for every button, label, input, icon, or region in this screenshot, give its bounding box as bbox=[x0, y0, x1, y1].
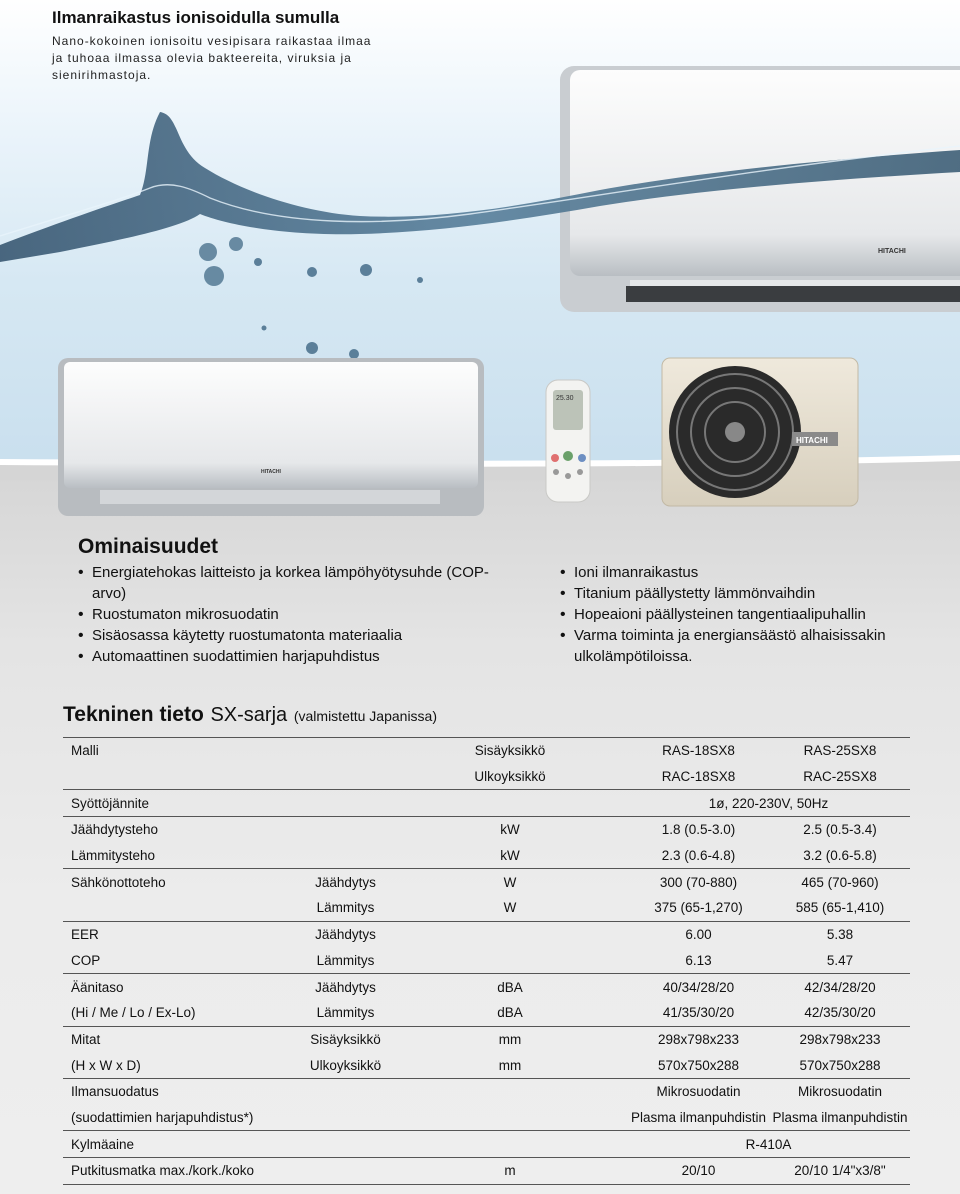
spec-cell-c1 bbox=[298, 817, 393, 843]
spec-cell-unit: dBA bbox=[393, 974, 627, 1000]
spec-cell-c1 bbox=[298, 764, 393, 790]
spec-row bbox=[63, 869, 910, 895]
svg-text:HITACHI: HITACHI bbox=[878, 248, 906, 255]
spec-cell-c1: Ulkoyksikkö bbox=[309, 1057, 382, 1073]
spec-cell-unit: kW bbox=[500, 848, 520, 864]
spec-cell-c4: Mikrosuodatin bbox=[770, 1078, 910, 1104]
tech-title-main: Tekninen tieto bbox=[63, 703, 204, 726]
features-list-right bbox=[560, 562, 960, 667]
spec-row bbox=[63, 1158, 910, 1185]
spec-row bbox=[63, 790, 910, 817]
spec-cell-c4: 585 (65-1,410) bbox=[795, 900, 885, 916]
feature-item: • Titanium päällystetty lämmönvaihdin bbox=[560, 583, 960, 604]
spec-cell-unit bbox=[393, 1131, 627, 1158]
spec-row bbox=[63, 1052, 910, 1078]
spec-cell-c3: RAS-18SX8 bbox=[627, 738, 770, 764]
spec-cell-c0: (suodattimien harjapuhdistus*) bbox=[71, 1109, 254, 1125]
indoor-unit-small bbox=[58, 358, 484, 516]
spec-row bbox=[63, 974, 910, 1000]
spec-cell-unit bbox=[393, 790, 627, 817]
spec-cell-c3: 2.3 (0.6-4.8) bbox=[661, 848, 736, 864]
spec-cell-unit bbox=[393, 921, 627, 947]
spec-cell-c0 bbox=[63, 764, 298, 790]
feature-item: • Sisäosassa käytetty ruostumatonta materiaalia bbox=[78, 625, 498, 646]
spec-cell-c3: 6.13 bbox=[685, 952, 712, 968]
spec-cell-c0: Mitat bbox=[63, 1026, 298, 1052]
spec-cell-c4: 3.2 (0.6-5.8) bbox=[803, 848, 877, 864]
spec-cell-unit: dBA bbox=[497, 1005, 523, 1021]
hero-subtitle: Nano-kokoinen ionisoitu vesipisara raikastaa ilmaa ja tuhoaa ilmassa olevia bakteereita, viruksia ja sienirihmastoja. bbox=[52, 34, 372, 82]
tech-title bbox=[63, 700, 437, 728]
spec-cell-c1: Lämmitys bbox=[316, 900, 375, 916]
spec-cell-c4: 5.38 bbox=[770, 921, 910, 947]
spec-cell-c4: 42/35/30/20 bbox=[804, 1005, 876, 1021]
spec-row bbox=[63, 1000, 910, 1026]
spec-cell-c0: EER bbox=[63, 921, 298, 947]
spec-cell-c4: 465 (70-960) bbox=[770, 869, 910, 895]
svg-text:HITACHI: HITACHI bbox=[796, 436, 828, 445]
spec-cell-c3: 570x750x288 bbox=[657, 1057, 740, 1073]
spec-cell-c3: 6.00 bbox=[627, 921, 770, 947]
spec-cell-unit: mm bbox=[498, 1057, 522, 1073]
spec-cell-c1 bbox=[298, 1105, 393, 1131]
spec-cell-c0: Syöttöjännite bbox=[63, 790, 298, 817]
spec-cell-unit bbox=[393, 1078, 627, 1104]
spec-cell-c3: 40/34/28/20 bbox=[627, 974, 770, 1000]
spec-cell-c1 bbox=[298, 1131, 393, 1158]
spec-cell-c3: 375 (65-1,270) bbox=[654, 900, 743, 916]
spec-cell-c0: Ilmansuodatus bbox=[63, 1078, 298, 1104]
spec-cell-c0: Äänitaso bbox=[63, 974, 298, 1000]
spec-row bbox=[63, 1026, 910, 1052]
spec-cell-c4: 5.47 bbox=[826, 952, 854, 968]
spec-cell-c0: Sähkönottoteho bbox=[63, 869, 298, 895]
spec-cell-c4: 298x798x233 bbox=[770, 1026, 910, 1052]
feature-item: • Varma toiminta ja energiansäästö alhaisissakin ulkolämpötiloissa. bbox=[560, 625, 960, 667]
features-title: Ominaisuudet bbox=[78, 535, 219, 558]
feature-item: • Ruostumaton mikrosuodatin bbox=[78, 604, 498, 625]
spec-cell-c3: Mikrosuodatin bbox=[627, 1078, 770, 1104]
spec-cell-c4: 42/34/28/20 bbox=[770, 974, 910, 1000]
spec-row bbox=[63, 1131, 910, 1158]
hero-title: Ilmanraikastus ionisoidulla sumulla bbox=[52, 8, 340, 27]
spec-cell-unit: W bbox=[503, 900, 517, 916]
spec-cell-c3: 1.8 (0.5-3.0) bbox=[627, 817, 770, 843]
spec-cell-c1: Jäähdytys bbox=[298, 869, 393, 895]
spec-cell-unit bbox=[393, 948, 627, 974]
spec-row bbox=[63, 817, 910, 843]
spec-cell-unit: W bbox=[393, 869, 627, 895]
feature-item: • Automaattinen suodattimien harjapuhdistus bbox=[78, 646, 498, 667]
spec-cell-c4: Plasma ilmanpuhdistin bbox=[772, 1109, 908, 1125]
tech-series: SX-sarja bbox=[210, 704, 288, 726]
spec-cell-c3: Plasma ilmanpuhdistin bbox=[630, 1109, 767, 1125]
spec-row bbox=[63, 948, 910, 974]
feature-item: • Hopeaioni päällysteinen tangentiaalipuhallin bbox=[560, 604, 960, 625]
spec-cell-c0: (H x W x D) bbox=[71, 1057, 141, 1073]
remote-control bbox=[546, 380, 590, 502]
spec-cell-c1 bbox=[298, 843, 393, 869]
spec-cell-c4: 570x750x288 bbox=[799, 1057, 881, 1073]
spec-table-body bbox=[63, 738, 910, 1185]
spec-cell-unit: Ulkoyksikkö bbox=[474, 769, 546, 785]
spec-cell-c1: Jäähdytys bbox=[298, 974, 393, 1000]
spec-cell-c3: 20/10 bbox=[627, 1158, 770, 1185]
spec-cell-c0: Putkitusmatka max./kork./koko bbox=[63, 1158, 298, 1185]
spec-row bbox=[63, 1105, 910, 1131]
spec-cell-c0: (Hi / Me / Lo / Ex-Lo) bbox=[71, 1005, 196, 1021]
spec-cell-c3: 300 (70-880) bbox=[627, 869, 770, 895]
spec-row bbox=[63, 895, 910, 921]
spec-cell-c4: 20/10 1/4"x3/8" bbox=[770, 1158, 910, 1185]
features-list-left bbox=[78, 562, 498, 667]
spec-cell-c3: R-410A bbox=[627, 1131, 910, 1158]
spec-cell-c1 bbox=[298, 790, 393, 817]
spec-cell-unit: mm bbox=[393, 1026, 627, 1052]
spec-cell-c0: Jäähdytysteho bbox=[63, 817, 298, 843]
spec-row bbox=[63, 764, 910, 790]
spec-cell-c1: Jäähdytys bbox=[298, 921, 393, 947]
svg-text:HITACHI: HITACHI bbox=[261, 469, 281, 475]
spec-cell-c0: Lämmitysteho bbox=[71, 848, 156, 864]
feature-item: • Ioni ilmanraikastus bbox=[560, 562, 960, 583]
spec-cell-c1: Sisäyksikkö bbox=[298, 1026, 393, 1052]
spec-cell-c4: 2.5 (0.5-3.4) bbox=[770, 817, 910, 843]
spec-cell-unit: Sisäyksikkö bbox=[393, 738, 627, 764]
spec-cell-c1: Lämmitys bbox=[316, 1005, 375, 1021]
spec-cell-unit bbox=[393, 1105, 627, 1131]
spec-cell-c3: RAC-18SX8 bbox=[661, 769, 736, 785]
spec-cell-c4: RAC-25SX8 bbox=[803, 769, 877, 785]
spec-cell-c0: COP bbox=[71, 952, 101, 968]
spec-row bbox=[63, 843, 910, 869]
spec-cell-c4: RAS-25SX8 bbox=[770, 738, 910, 764]
spec-cell-c1 bbox=[298, 1158, 393, 1185]
spec-cell-c3: 41/35/30/20 bbox=[662, 1005, 735, 1021]
spec-cell-c1 bbox=[298, 1078, 393, 1104]
spec-row bbox=[63, 738, 910, 764]
spec-row bbox=[63, 921, 910, 947]
feature-item: • Energiatehokas laitteisto ja korkea lämpöhyötysuhde (COP- arvo) bbox=[78, 562, 498, 604]
spec-cell-c0 bbox=[63, 895, 298, 921]
spec-cell-c3: 1ø, 220-230V, 50Hz bbox=[627, 790, 910, 817]
svg-text:25.30: 25.30 bbox=[556, 395, 574, 402]
spec-cell-c0: Malli bbox=[63, 738, 298, 764]
spec-cell-unit: kW bbox=[393, 817, 627, 843]
spec-cell-c0: Kylmäaine bbox=[63, 1131, 298, 1158]
spec-table bbox=[63, 737, 910, 1185]
spec-cell-c1: Lämmitys bbox=[316, 952, 375, 968]
tech-note: (valmistettu Japanissa) bbox=[293, 708, 438, 724]
spec-cell-c1 bbox=[298, 738, 393, 764]
spec-cell-unit: m bbox=[393, 1158, 627, 1185]
outdoor-unit bbox=[662, 358, 858, 506]
spec-row bbox=[63, 1078, 910, 1104]
spec-cell-c3: 298x798x233 bbox=[627, 1026, 770, 1052]
